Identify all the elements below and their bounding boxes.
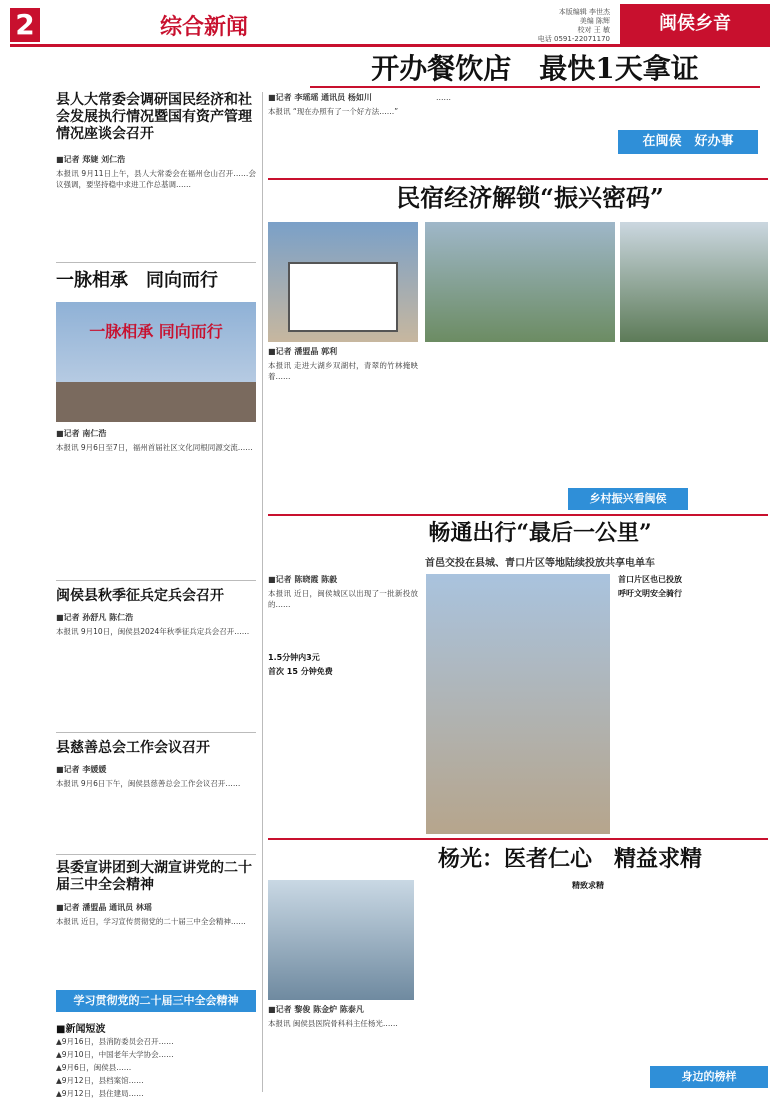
doctor-photo bbox=[268, 880, 414, 1000]
left4-body: 本报讯 9月6日下午，闽侯县慈善总会工作会议召开…… bbox=[56, 779, 241, 788]
left2-title: 一脉相承 同向而行 bbox=[56, 270, 218, 291]
left2-byline: ■记者 南仁浩 bbox=[56, 429, 107, 438]
left5-byline: ■记者 潘盟晶 通讯员 林瑶 bbox=[56, 903, 152, 912]
bus-subhead: 呼吁文明安全骑行 bbox=[618, 589, 682, 598]
bus-subhead: 首次 15 分钟免费 bbox=[268, 667, 333, 676]
paper-logo: 闽侯乡音 bbox=[620, 4, 770, 44]
meta-line: 校对 王 敏 bbox=[577, 26, 610, 34]
license-byline: ■记者 李瑶瑶 通讯员 杨如川 bbox=[268, 93, 372, 102]
service-stamp: 在闽侯 好办事 bbox=[618, 130, 758, 154]
bus-subhead: 首口片区也已投放 bbox=[618, 575, 682, 584]
doctor-body: 本报讯 闽侯县医院骨科科主任杨光…… bbox=[268, 1019, 398, 1028]
news-item: ▲9月12日，县档案馆…… bbox=[56, 1076, 144, 1085]
meta-line: 美编 陈辉 bbox=[579, 17, 610, 25]
divider bbox=[56, 854, 256, 855]
section-rule bbox=[268, 514, 768, 516]
main-headline: 开办餐饮店 最快1天拿证 bbox=[371, 52, 699, 85]
left1-body: 本报讯 9月11日上午，县人大常委会在福州仓山召开……会议强调，要坚持稳中求进工作总基调…… bbox=[56, 169, 256, 189]
rural-stamp: 乡村振兴看闽侯 bbox=[568, 488, 688, 510]
bus-body: 本报讯 近日，闽侯城区以出现了一批新投放的…… bbox=[268, 589, 418, 609]
study-banner: 学习贯彻党的二十届三中全会精神 bbox=[56, 990, 256, 1012]
license-body-1: 本报讯 “现在办照有了一个好方法……” bbox=[268, 107, 399, 116]
license-article bbox=[268, 92, 768, 174]
news-brief-title: ■新闻短波 bbox=[56, 1024, 106, 1035]
news-item: ▲9月6日，闽侯县…… bbox=[56, 1063, 132, 1072]
exemplar-stamp: 身边的榜样 bbox=[650, 1066, 768, 1088]
bus-photo bbox=[426, 574, 610, 834]
left3-byline: ■记者 孙舒凡 陈仁浩 bbox=[56, 613, 134, 622]
left3-body: 本报讯 9月10日，闽侯县2024年秋季征兵定兵会召开…… bbox=[56, 627, 250, 636]
bus-subhead: 1.5分钟内3元 bbox=[268, 653, 320, 662]
left4-byline: ■记者 李媛媛 bbox=[56, 765, 107, 774]
news-item: ▲9月16日，县消防委员会召开…… bbox=[56, 1037, 174, 1046]
bus-byline: ■记者 陈晓霞 陈毅 bbox=[268, 575, 338, 584]
divider bbox=[56, 732, 256, 733]
news-item: ▲9月12日，县住建局…… bbox=[56, 1089, 144, 1098]
masthead-meta bbox=[410, 8, 610, 44]
event-photo bbox=[56, 302, 256, 422]
license-body-2: …… bbox=[436, 93, 451, 102]
meta-line: 电话 0591-22071170 bbox=[537, 35, 610, 43]
section-title: 综合新闻 bbox=[160, 14, 249, 40]
doctor-headline: 杨光：医者仁心 精益求精 bbox=[437, 846, 702, 872]
bnb-byline: ■记者 潘盟晶 郭利 bbox=[268, 347, 338, 356]
news-item: ▲9月10日，中国老年大学协会…… bbox=[56, 1050, 174, 1059]
divider bbox=[56, 262, 256, 263]
left5-title: 县委宣讲团到大湖宣讲党的二十届三中全会精神 bbox=[56, 860, 252, 893]
divider bbox=[56, 580, 256, 581]
bnb-body: 本报讯 走进大湖乡双湖村，青翠的竹林掩映着…… bbox=[268, 361, 418, 381]
meta-line: 本版编辑 李世杰 bbox=[558, 8, 610, 16]
audience bbox=[56, 382, 256, 422]
bus-headline: 畅通出行“最后一公里” bbox=[428, 520, 652, 546]
left1-title: 县人大常委会调研国民经济和社会发展执行情况暨国有资产管理情况座谈会召开 bbox=[56, 92, 252, 142]
header-rule bbox=[10, 44, 770, 47]
banner-rule bbox=[310, 86, 760, 88]
bus-subtitle: 首邑交投在县城、青口片区等地陆续投放共享电单车 bbox=[425, 558, 655, 569]
bnb-photo-2 bbox=[425, 222, 615, 342]
photo-banner-text: 一脉相承 同向而行 bbox=[89, 322, 223, 341]
bnb-headline: 民宿经济解锁“振兴密码” bbox=[396, 183, 664, 212]
section-rule bbox=[268, 838, 768, 840]
left4-title: 县慈善总会工作会议召开 bbox=[56, 740, 210, 756]
section-rule bbox=[268, 178, 768, 180]
left1-byline: ■记者 郑婕 刘仁浩 bbox=[56, 155, 126, 164]
bnb-photo-3 bbox=[620, 222, 768, 342]
left5-body: 本报讯 近日，学习宣传贯彻党的二十届三中全会精神…… bbox=[56, 917, 246, 926]
left-column bbox=[56, 92, 256, 1098]
bnb-photo-1-building bbox=[268, 222, 418, 342]
doctor-byline: ■记者 黎俊 陈金炉 陈泰凡 bbox=[268, 1005, 364, 1014]
left3-title: 闽侯县秋季征兵定兵会召开 bbox=[56, 588, 224, 604]
doctor-subhead: 精致求精 bbox=[572, 881, 604, 890]
left2-body: 本报讯 9月6日至7日，福州首届社区文化同根同源交流…… bbox=[56, 443, 253, 452]
page-number: 2 bbox=[10, 8, 40, 42]
column-divider bbox=[262, 92, 263, 1092]
